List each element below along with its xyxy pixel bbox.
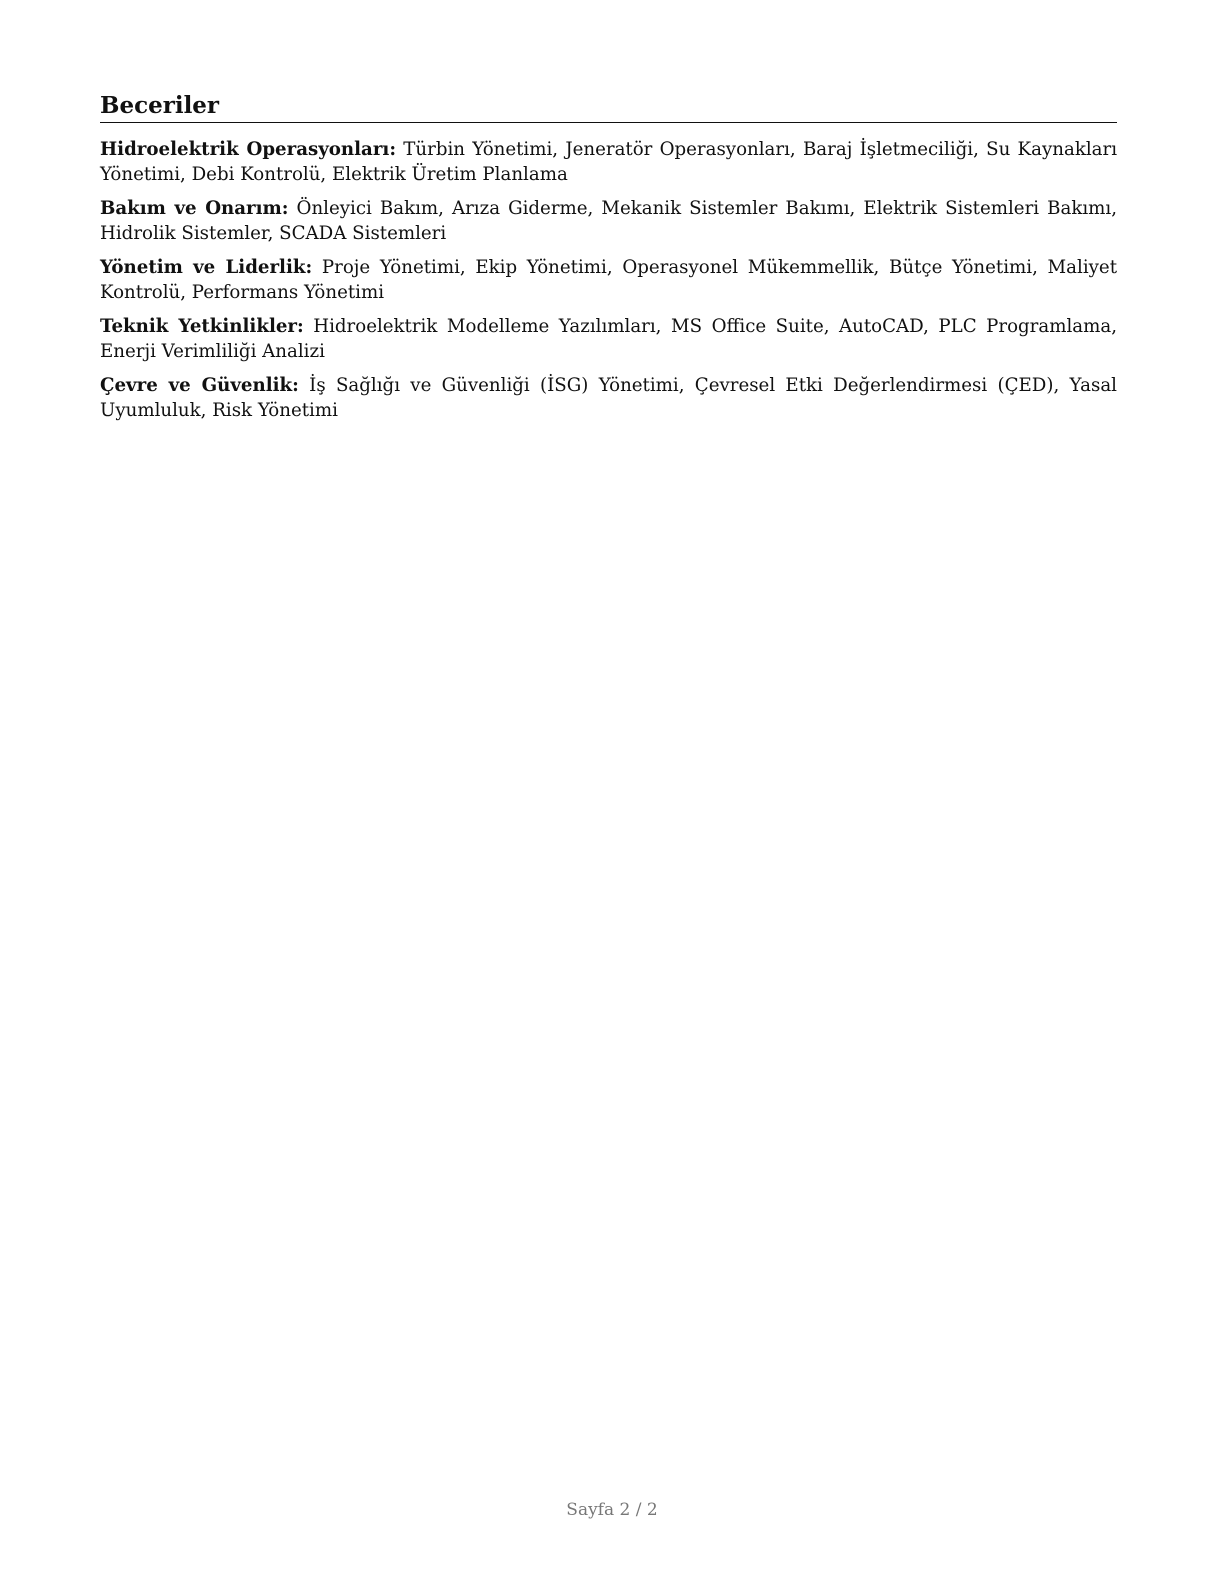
skill-row-hydro	[100, 137, 1117, 187]
skill-row-maintenance	[100, 196, 1117, 246]
skill-text: Proje Yönetimi, Ekip Yönetimi, Operasyonel Mükemmellik, Bütçe Yönetimi, Maliyet Kontrolü, Performans Yönetimi	[100, 257, 1117, 303]
skill-text: Türbin Yönetimi, Jeneratör Operasyonları, Baraj İşletmeciliği, Su Kaynakları Yönetimi, Debi Kontrolü, Elektrik Üretim Planlama	[100, 139, 1118, 185]
skill-text: Hidroelektrik Modelleme Yazılımları, MS Office Suite, AutoCAD, PLC Programlama, Enerji Verimliliği Analizi	[100, 316, 1117, 362]
section-title: Beceriler	[100, 92, 1117, 123]
skill-text: İş Sağlığı ve Güvenliği (İSG) Yönetimi, Çevresel Etki Değerlendirmesi (ÇED), Yasal Uyumluluk, Risk Yönetimi	[100, 375, 1117, 421]
skill-label: Bakım ve Onarım:	[100, 198, 289, 219]
page-content	[100, 92, 1117, 432]
skill-label: Teknik Yetkinlikler:	[100, 316, 304, 337]
skill-label: Yönetim ve Liderlik:	[100, 257, 313, 278]
skills-list	[100, 137, 1117, 423]
page-number-footer: Sayfa 2 / 2	[566, 1500, 658, 1520]
skill-text: Önleyici Bakım, Arıza Giderme, Mekanik Sistemler Bakımı, Elektrik Sistemleri Bakımı, Hidrolik Sistemler, SCADA Sistemleri	[100, 198, 1118, 244]
skill-row-management	[100, 255, 1117, 305]
skill-label: Hidroelektrik Operasyonları:	[100, 139, 397, 160]
skill-label: Çevre ve Güvenlik:	[100, 375, 299, 396]
skill-row-technical	[100, 314, 1117, 364]
skill-row-environment	[100, 373, 1117, 423]
